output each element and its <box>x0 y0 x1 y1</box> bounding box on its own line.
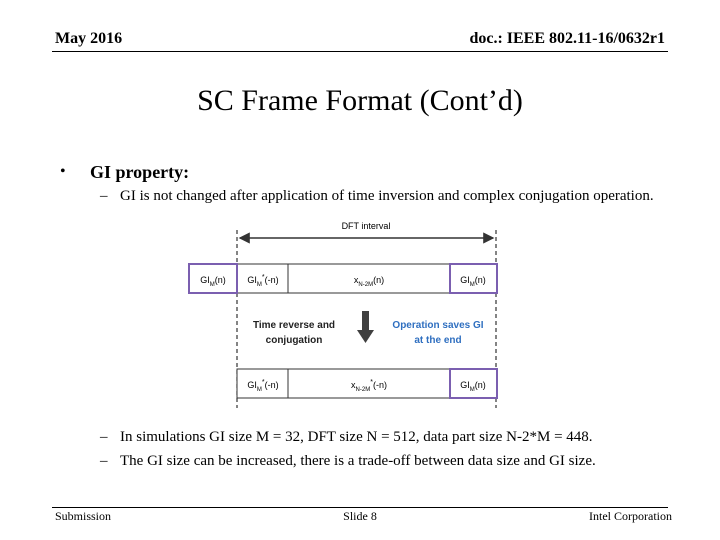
time-reverse-label-line1: Time reverse and <box>252 320 336 331</box>
gi-diagram <box>180 212 510 412</box>
saves-gi-label-line1: Operation saves GI <box>392 320 484 331</box>
row1-cell-1: $GI_M(n)$ <box>200 275 226 288</box>
footer-company: Intel Corporation <box>589 509 672 523</box>
frame-row-transformed <box>237 369 497 398</box>
frame-row-original <box>189 264 497 293</box>
sub-bullet-text-1: GI is not changed after application of time inversion and complex conjugation operation. <box>120 188 654 204</box>
header-doc-id: doc.: IEEE 802.11-16/0632r1 <box>469 30 665 47</box>
sub-bullet-text-2: In simulations GI size M = 32, DFT size N = 512, data part size N-2*M = 448. <box>120 429 593 445</box>
sub-bullet-dash-1: – <box>100 188 108 204</box>
footer-submission: Submission <box>55 509 112 523</box>
time-reverse-label-line2: conjugation <box>265 335 323 346</box>
row1-cell-2: $GI_M^*(-n)$ <box>247 274 279 288</box>
row2-cell-2: $x_{N-2M}^*(-n)$ <box>351 379 387 393</box>
sub-bullet-dash-2: – <box>100 429 108 445</box>
sub-bullet-dash-3: – <box>100 453 108 469</box>
saves-gi-label-line2: at the end <box>414 335 462 346</box>
slide-title: SC Frame Format (Cont’d) <box>197 84 523 117</box>
row2-cell-3: $GI_M(n)$ <box>460 380 486 393</box>
row1-cell-3: $x_{N-2M}(n)$ <box>353 275 385 288</box>
row2-cell-1: $GI_M^*(-n)$ <box>247 379 279 393</box>
sub-bullet-text-3: The GI size can be increased, there is a trade-off between data size and GI size. <box>120 453 596 469</box>
footer-rule <box>52 507 668 508</box>
header-rule <box>52 51 668 52</box>
footer-slide-number: Slide 8 <box>343 509 377 523</box>
down-arrow-icon <box>357 311 374 343</box>
row1-cell-4: $GI_M(n)$ <box>460 275 486 288</box>
header-date: May 2016 <box>55 30 123 47</box>
bullet-symbol: • <box>60 163 66 180</box>
bullet-gi-property: GI property: <box>90 162 190 182</box>
dft-interval-label: DFT interval <box>341 221 391 231</box>
